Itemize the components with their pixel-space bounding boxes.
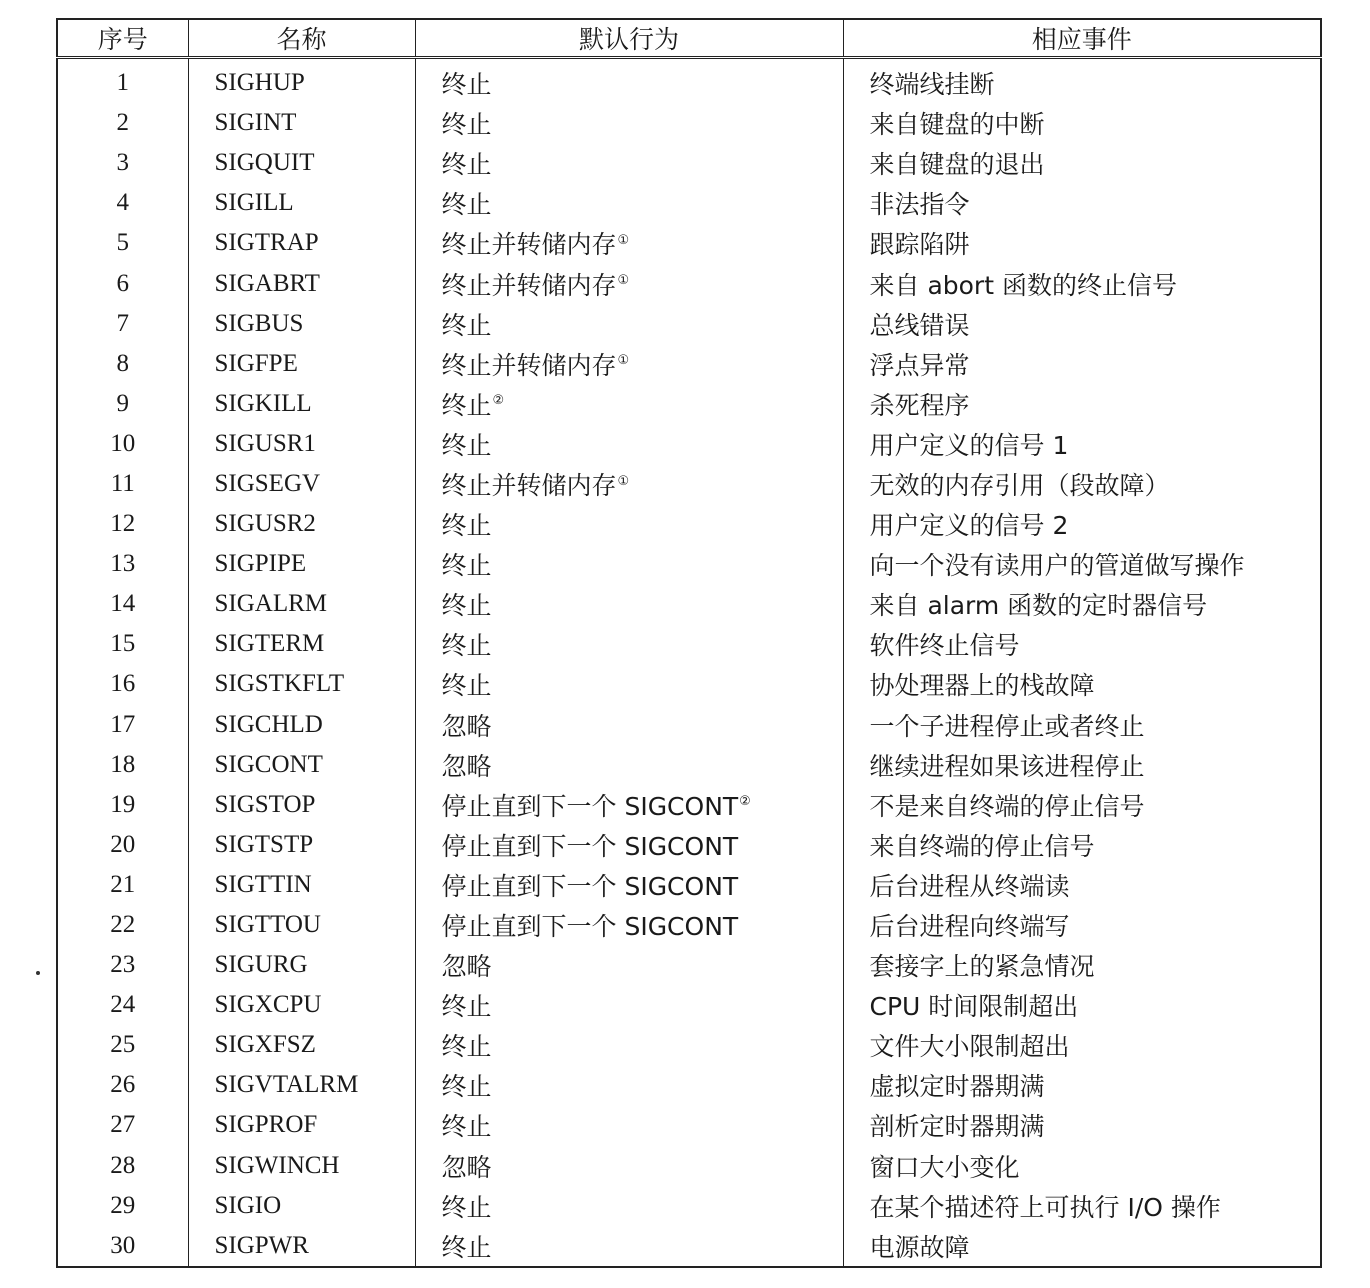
cell-name: SIGTSTP	[188, 825, 415, 865]
cell-action	[415, 1146, 843, 1186]
cell-num: 8	[116, 349, 129, 377]
action-text: 终止	[441, 1192, 492, 1222]
cell-num: 21	[110, 870, 136, 898]
footnote-marker: ②	[492, 393, 505, 409]
header-row	[57, 19, 1321, 58]
cell-name: SIGSTKFLT	[188, 664, 415, 704]
table-row	[57, 344, 1321, 384]
stray-mark	[36, 971, 40, 975]
table-row	[57, 1105, 1321, 1145]
header-event: 相应事件	[843, 19, 1321, 58]
cell-event: 总线错误	[843, 304, 1321, 344]
table-row	[57, 183, 1321, 223]
cell-name: SIGTTIN	[188, 865, 415, 905]
cell-num: 22	[110, 911, 136, 939]
cell-name: SIGSTOP	[188, 785, 415, 825]
cell-num: 3	[116, 149, 129, 177]
action-text: 终止并转储内存	[441, 230, 617, 260]
cell-action	[415, 1025, 843, 1065]
cell-name: SIGXCPU	[188, 985, 415, 1025]
footnote-marker: ①	[617, 273, 630, 289]
action-text: 停止直到下一个 SIGCONT	[441, 831, 739, 861]
cell-event: CPU 时间限制超出	[843, 985, 1321, 1025]
cell-action	[415, 304, 843, 344]
table-row	[57, 504, 1321, 544]
cell-name: SIGUSR2	[188, 504, 415, 544]
table-row	[57, 58, 1321, 104]
table-row	[57, 624, 1321, 664]
cell-event: 来自键盘的退出	[843, 143, 1321, 183]
cell-action	[415, 58, 843, 104]
footnote-marker: ②	[739, 794, 751, 810]
cell-num: 10	[110, 429, 136, 457]
cell-action	[415, 384, 843, 424]
cell-name: SIGWINCH	[188, 1146, 415, 1186]
action-text: 终止	[441, 1072, 492, 1102]
table-row	[57, 905, 1321, 945]
cell-action	[415, 424, 843, 464]
action-text: 停止直到下一个 SIGCONT	[441, 791, 739, 821]
table-row	[57, 103, 1321, 143]
cell-num: 15	[110, 630, 136, 658]
action-text: 终止	[441, 190, 492, 220]
footnote-marker: ①	[617, 473, 630, 489]
cell-num: 11	[110, 469, 135, 497]
cell-action	[415, 664, 843, 704]
cell-action	[415, 624, 843, 664]
action-text: 忽略	[441, 711, 492, 741]
cell-event: 来自 abort 函数的终止信号	[843, 263, 1321, 303]
action-text: 终止	[441, 70, 492, 100]
action-text: 停止直到下一个 SIGCONT	[441, 912, 739, 942]
table-row	[57, 143, 1321, 183]
cell-action	[415, 705, 843, 745]
cell-event: 窗口大小变化	[843, 1146, 1321, 1186]
cell-num: 18	[110, 750, 136, 778]
table-row	[57, 223, 1321, 263]
cell-num: 6	[116, 269, 129, 297]
cell-action	[415, 905, 843, 945]
cell-num: 13	[110, 550, 136, 578]
cell-event: 无效的内存引用（段故障）	[843, 464, 1321, 504]
cell-event: 终端线挂断	[843, 58, 1321, 104]
action-text: 终止	[441, 671, 492, 701]
action-text: 终止	[441, 1032, 492, 1062]
table-row	[57, 865, 1321, 905]
cell-name: SIGSEGV	[188, 464, 415, 504]
footnote-marker: ①	[617, 233, 630, 249]
cell-event: 杀死程序	[843, 384, 1321, 424]
table-row	[57, 1226, 1321, 1267]
cell-name: SIGALRM	[188, 584, 415, 624]
cell-event: 在某个描述符上可执行 I/O 操作	[843, 1186, 1321, 1226]
cell-event: 虚拟定时器期满	[843, 1065, 1321, 1105]
cell-num: 26	[110, 1071, 136, 1099]
table-row	[57, 1146, 1321, 1186]
cell-action	[415, 464, 843, 504]
action-text: 忽略	[441, 751, 492, 781]
cell-num: 20	[110, 830, 136, 858]
cell-num: 2	[116, 109, 129, 137]
cell-num: 7	[116, 309, 129, 337]
table-row	[57, 785, 1321, 825]
cell-action	[415, 785, 843, 825]
action-text: 终止	[441, 511, 492, 541]
cell-name: SIGPIPE	[188, 544, 415, 584]
cell-num: 4	[116, 189, 129, 217]
cell-action	[415, 223, 843, 263]
cell-event: 文件大小限制超出	[843, 1025, 1321, 1065]
cell-action	[415, 263, 843, 303]
cell-event: 跟踪陷阱	[843, 223, 1321, 263]
action-text: 终止	[441, 1112, 492, 1142]
cell-action	[415, 504, 843, 544]
action-text: 终止	[441, 310, 492, 340]
header-action: 默认行为	[415, 19, 843, 58]
cell-name: SIGQUIT	[188, 143, 415, 183]
cell-num: 17	[110, 710, 136, 738]
table-row	[57, 664, 1321, 704]
cell-event: 协处理器上的栈故障	[843, 664, 1321, 704]
cell-num: 30	[110, 1231, 136, 1259]
cell-name: SIGILL	[188, 183, 415, 223]
signal-table	[56, 18, 1322, 1268]
cell-name: SIGHUP	[188, 58, 415, 104]
cell-name: SIGINT	[188, 103, 415, 143]
cell-num: 27	[110, 1111, 136, 1139]
cell-name: SIGXFSZ	[188, 1025, 415, 1065]
cell-name: SIGIO	[188, 1186, 415, 1226]
cell-action	[415, 1065, 843, 1105]
cell-num: 12	[110, 510, 136, 538]
cell-num: 25	[110, 1031, 136, 1059]
action-text: 终止	[441, 1232, 492, 1262]
table-row	[57, 985, 1321, 1025]
header-num: 序号	[57, 19, 188, 58]
cell-action	[415, 544, 843, 584]
action-text: 终止	[441, 631, 492, 661]
cell-name: SIGFPE	[188, 344, 415, 384]
cell-action	[415, 143, 843, 183]
cell-action	[415, 825, 843, 865]
table-row	[57, 464, 1321, 504]
cell-event: 一个子进程停止或者终止	[843, 705, 1321, 745]
cell-action	[415, 745, 843, 785]
cell-name: SIGPWR	[188, 1226, 415, 1267]
action-text: 终止	[441, 430, 492, 460]
cell-name: SIGCONT	[188, 745, 415, 785]
cell-event: 软件终止信号	[843, 624, 1321, 664]
action-text: 终止并转储内存	[441, 270, 617, 300]
cell-event: 剖析定时器期满	[843, 1105, 1321, 1145]
cell-action	[415, 1186, 843, 1226]
action-text: 忽略	[441, 952, 492, 982]
table-row	[57, 945, 1321, 985]
cell-action	[415, 584, 843, 624]
cell-num: 14	[110, 590, 136, 618]
cell-event: 非法指令	[843, 183, 1321, 223]
table-header	[57, 19, 1321, 58]
cell-event: 来自键盘的中断	[843, 103, 1321, 143]
action-text: 停止直到下一个 SIGCONT	[441, 871, 739, 901]
table-row	[57, 304, 1321, 344]
cell-event: 来自 alarm 函数的定时器信号	[843, 584, 1321, 624]
cell-name: SIGPROF	[188, 1105, 415, 1145]
cell-event: 向一个没有读用户的管道做写操作	[843, 544, 1321, 584]
cell-action	[415, 344, 843, 384]
header-name: 名称	[188, 19, 415, 58]
cell-event: 不是来自终端的停止信号	[843, 785, 1321, 825]
cell-event: 继续进程如果该进程停止	[843, 745, 1321, 785]
cell-name: SIGBUS	[188, 304, 415, 344]
cell-name: SIGTTOU	[188, 905, 415, 945]
cell-event: 后台进程从终端读	[843, 865, 1321, 905]
cell-event: 套接字上的紧急情况	[843, 945, 1321, 985]
cell-action	[415, 1105, 843, 1145]
table-row	[57, 584, 1321, 624]
cell-name: SIGTRAP	[188, 223, 415, 263]
table-row	[57, 1025, 1321, 1065]
cell-action	[415, 985, 843, 1025]
cell-name: SIGURG	[188, 945, 415, 985]
action-text: 终止	[441, 992, 492, 1022]
action-text: 终止	[441, 110, 492, 140]
cell-name: SIGTERM	[188, 624, 415, 664]
action-text: 忽略	[441, 1152, 492, 1182]
action-text: 终止	[441, 551, 492, 581]
table-body	[57, 58, 1321, 1267]
cell-event: 用户定义的信号 1	[843, 424, 1321, 464]
action-text: 终止	[441, 591, 492, 621]
action-text: 终止	[441, 150, 492, 180]
cell-event: 后台进程向终端写	[843, 905, 1321, 945]
cell-action	[415, 865, 843, 905]
cell-num: 19	[110, 790, 136, 818]
cell-name: SIGVTALRM	[188, 1065, 415, 1105]
cell-action	[415, 945, 843, 985]
cell-action	[415, 183, 843, 223]
table-row	[57, 745, 1321, 785]
cell-num: 1	[116, 69, 129, 97]
table-row	[57, 1065, 1321, 1105]
cell-event: 浮点异常	[843, 344, 1321, 384]
table-row	[57, 1186, 1321, 1226]
table-row	[57, 384, 1321, 424]
table-row	[57, 825, 1321, 865]
cell-action	[415, 1226, 843, 1267]
footnote-marker: ①	[617, 353, 630, 369]
table-row	[57, 263, 1321, 303]
cell-num: 28	[110, 1151, 136, 1179]
action-text: 终止	[441, 390, 492, 420]
cell-num: 23	[110, 951, 136, 979]
cell-num: 5	[116, 229, 129, 257]
cell-num: 29	[110, 1191, 136, 1219]
cell-name: SIGABRT	[188, 263, 415, 303]
cell-num: 9	[116, 389, 129, 417]
cell-event: 电源故障	[843, 1226, 1321, 1267]
cell-name: SIGKILL	[188, 384, 415, 424]
table-row	[57, 424, 1321, 464]
cell-event: 来自终端的停止信号	[843, 825, 1321, 865]
cell-num: 24	[110, 991, 136, 1019]
table-row	[57, 705, 1321, 745]
cell-num: 16	[110, 670, 136, 698]
cell-name: SIGUSR1	[188, 424, 415, 464]
action-text: 终止并转储内存	[441, 470, 617, 500]
table-row	[57, 544, 1321, 584]
action-text: 终止并转储内存	[441, 350, 617, 380]
cell-name: SIGCHLD	[188, 705, 415, 745]
cell-action	[415, 103, 843, 143]
cell-event: 用户定义的信号 2	[843, 504, 1321, 544]
